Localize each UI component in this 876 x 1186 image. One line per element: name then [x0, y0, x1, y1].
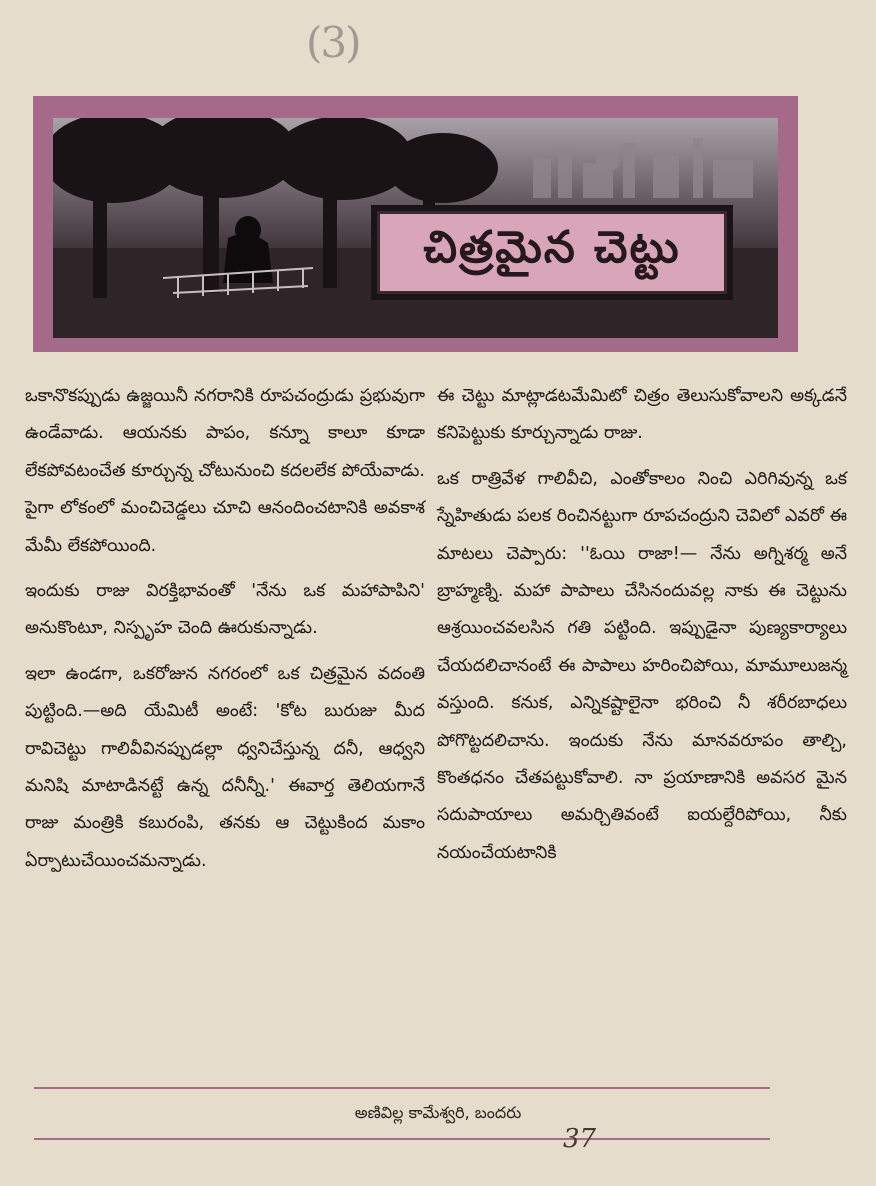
footer-rule-top	[34, 1087, 770, 1089]
title-banner	[33, 96, 798, 352]
left-column	[25, 378, 425, 888]
paragraph: ఒకానొకప్పుడు ఉజ్జయినీ నగరానికి రూపచంద్రుడు ప్రభువుగా ఉండేవాడు. ఆయనకు పాపం, కన్నూ కాలూ కూడా లేకపోవటంచేత కూర్చున్న చోటునుంచి కదలలేక పోయేవాడు. పైగా లోకంలో మంచిచెడ్డలు చూచి ఆనందించటానికి అవకాశ మేమీ లేకపోయింది.	[25, 386, 425, 556]
author-credit: అణివిల్ల కామేశ్వరి, బందరు	[354, 1103, 522, 1122]
handwritten-note: (3)	[306, 18, 360, 67]
story-title: చిత్రమైన చెట్టు	[377, 211, 727, 294]
right-column	[437, 378, 847, 880]
paragraph: ఇందుకు రాజు విరక్తిభావంతో 'నేను ఒక మహాపాపిని' అనుకొంటూ, నిస్పృహ చెంది ఊరుకున్నాడు.	[25, 581, 425, 639]
page-number: 37	[563, 1124, 597, 1154]
paragraph: ఒక రాత్రివేళ గాలివీచి, ఎంతోకాలం నించి ఎరిగివున్న ఒక స్నేహితుడు పలక రించినట్టుగా రూపచంద్రుని చెవిలో ఎవరో ఈ మాటలు చెప్పారు: ''ఓయి రాజా!— నేను అగ్నిశర్మ అనే బ్రాహ్మణ్ని. మహా పాపాలు చేసినందువల్ల నాకు ఈ చెట్టును ఆశ్రయించవలసిన గతి పట్టింది. ఇప్పుడైనా పుణ్యకార్యాలు చేయదలిచానంటే ఈ పాపాలు హరించిపోయి, మామూలుజన్మ వస్తుంది. కనుక, ఎన్నికష్టాలైనా భరించి నీ శరీరబాధలు పోగొట్టదలిచాను. ఇందుకు నేను మానవరూపం తాల్చి, కొంతధనం చేతపట్టుకోవాలి. నా ప్రయాణానికి అవసర మైన సదుపాయాలు అమర్చితివంటే ఐయల్దేరిపోయి, నీకు నయంచేయటానికి	[437, 468, 847, 863]
title-box	[371, 205, 733, 300]
banner-illustration	[53, 118, 778, 338]
paragraph: ఈ చెట్టు మాట్లాడటమేమిటో చిత్రం తెలుసుకోవాలని అక్కడనే కనిపెట్టుకు కూర్చున్నాడు రాజు.	[437, 386, 847, 444]
paragraph: ఇలా ఉండగా, ఒకరోజున నగరంలో ఒక చిత్రమైన వదంతి పుట్టింది.—అది యేమిటీ అంటే: 'కోట బురుజు మీద రావిచెట్టు గాలివీవినప్పుడల్లా ధ్వనిచేస్తున్న దనీ, ఆధ్వని మనిషి మాటాడినట్టే ఉన్న దనీన్నీ.' ఈవార్త తెలియగానే రాజు మంత్రికి కబురంపి, తనకు ఆ చెట్టుకింద మకాం ఏర్పాటుచేయించమన్నాడు.	[25, 663, 425, 871]
footer-rule-bottom	[34, 1138, 770, 1140]
